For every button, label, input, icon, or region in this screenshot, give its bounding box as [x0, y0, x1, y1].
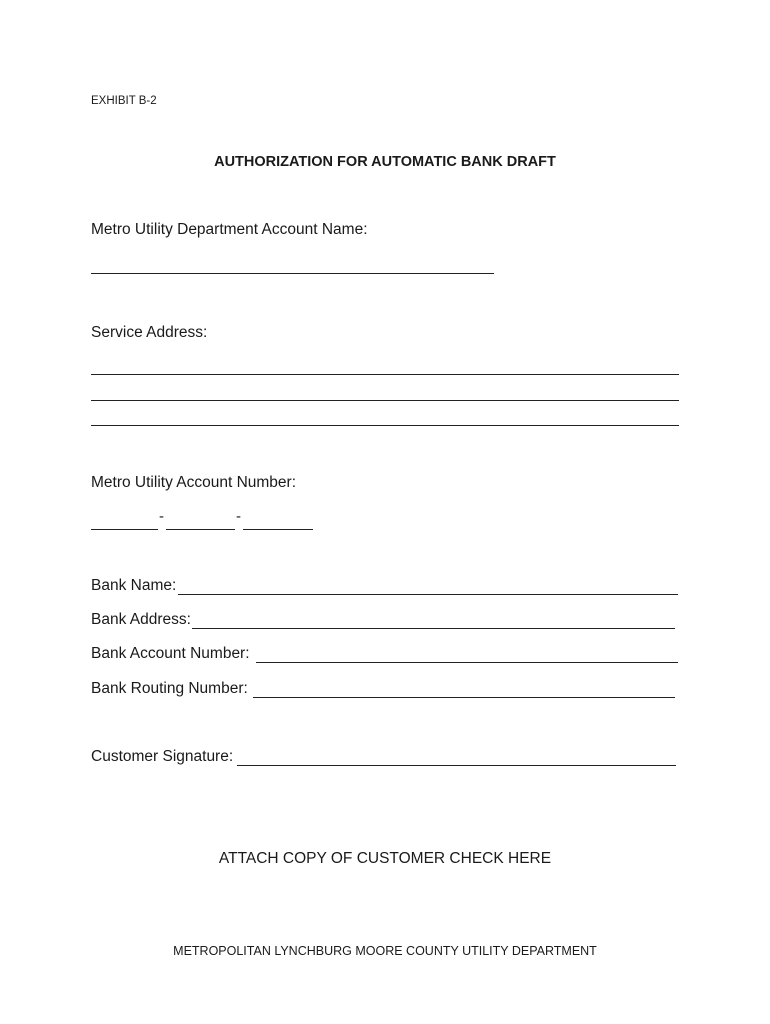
- account-number-field[interactable]: [91, 508, 313, 530]
- bank-address-line[interactable]: [192, 628, 675, 629]
- bank-account-number-line[interactable]: [256, 662, 678, 663]
- exhibit-label: EXHIBIT B-2: [91, 95, 157, 107]
- footer-department: METROPOLITAN LYNCHBURG MOORE COUNTY UTILITY DEPARTMENT: [173, 944, 597, 958]
- service-address-label: Service Address:: [91, 324, 208, 341]
- bank-name-field: [91, 577, 678, 597]
- bank-name-line[interactable]: [178, 594, 678, 595]
- customer-signature-field: [91, 748, 676, 768]
- account-number-separator-2: -: [236, 508, 241, 525]
- bank-routing-number-line[interactable]: [253, 697, 675, 698]
- account-number-segment-2[interactable]: [166, 529, 235, 530]
- account-name-line[interactable]: [91, 273, 494, 274]
- account-number-segment-1[interactable]: [91, 529, 158, 530]
- service-address-line-2[interactable]: [91, 400, 679, 401]
- account-name-label: Metro Utility Department Account Name:: [91, 221, 368, 238]
- bank-name-label: Bank Name:: [91, 577, 177, 594]
- bank-address-field: [91, 611, 675, 631]
- account-number-label: Metro Utility Account Number:: [91, 474, 297, 491]
- bank-account-number-label: Bank Account Number:: [91, 645, 250, 662]
- customer-signature-line[interactable]: [237, 765, 676, 766]
- form-title: AUTHORIZATION FOR AUTOMATIC BANK DRAFT: [214, 154, 556, 170]
- account-number-segment-3[interactable]: [243, 529, 313, 530]
- bank-routing-number-field: [91, 680, 675, 700]
- bank-routing-number-label: Bank Routing Number:: [91, 680, 248, 697]
- account-number-separator-1: -: [159, 508, 164, 525]
- service-address-line-3[interactable]: [91, 425, 679, 426]
- bank-address-label: Bank Address:: [91, 611, 191, 628]
- attach-check-note: ATTACH COPY OF CUSTOMER CHECK HERE: [218, 850, 552, 867]
- service-address-line-1[interactable]: [91, 374, 679, 375]
- bank-account-number-field: [91, 645, 678, 665]
- customer-signature-label: Customer Signature:: [91, 748, 234, 765]
